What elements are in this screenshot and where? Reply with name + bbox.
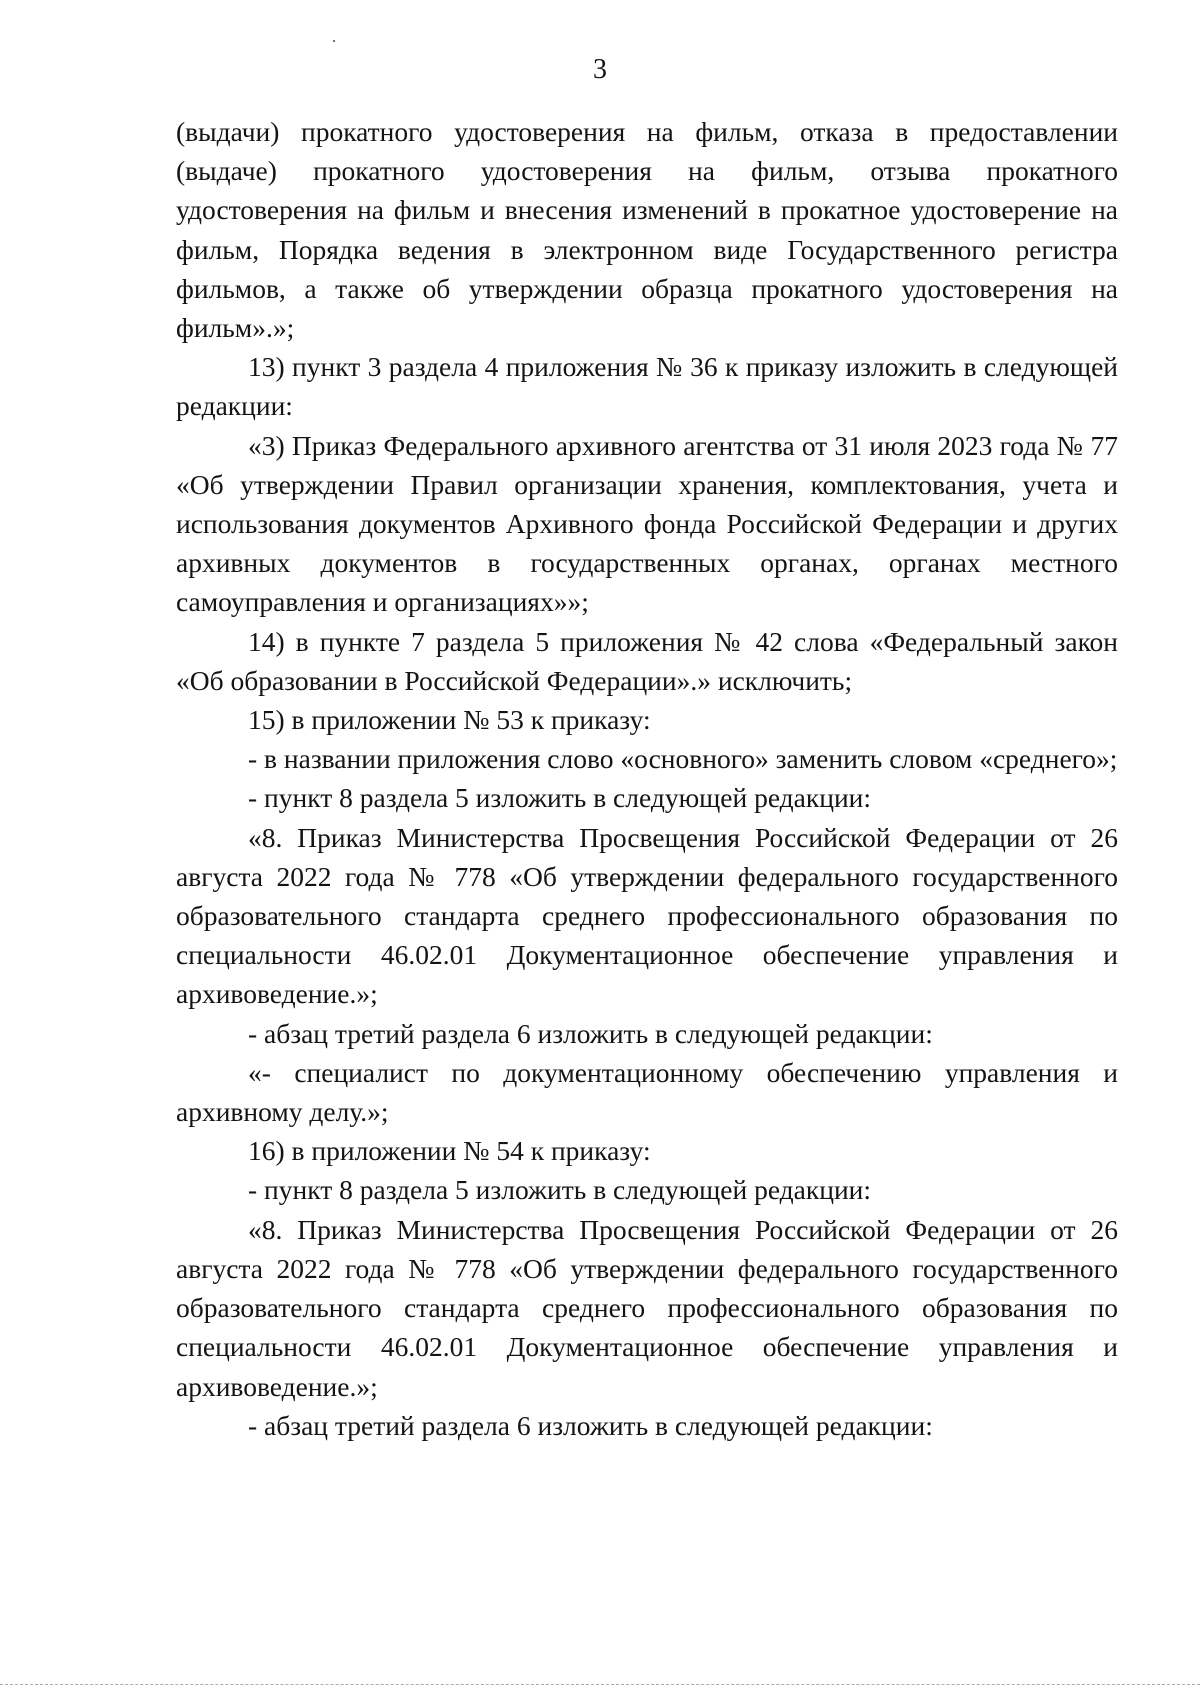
document-body bbox=[176, 112, 1118, 1445]
paragraph-item-14: 14) в пункте 7 раздела 5 приложения № 42 слова «Федеральный закон «Об образовании в Российской Федерации».» исключить; bbox=[176, 625, 1118, 696]
paragraph-item-15: 15) в приложении № 53 к приказу: bbox=[248, 704, 651, 736]
paragraph-item-15-section-6: - абзац третий раздела 6 изложить в следующей редакции: bbox=[248, 1017, 933, 1049]
paragraph-item-15-title-change: - в названии приложения слово «основного» заменить словом «среднего»; bbox=[248, 743, 1118, 775]
paragraph-item-13: 13) пункт 3 раздела 4 приложения № 36 к приказу изложить в следующей редакции: bbox=[176, 351, 1118, 422]
scan-speck bbox=[333, 40, 335, 42]
paragraph-item-16-section-6: - абзац третий раздела 6 изложить в следующей редакции: bbox=[248, 1409, 933, 1441]
paragraph-item-15-specialist: «- специалист по документационному обеспечению управления и архивному делу.»; bbox=[176, 1056, 1118, 1128]
paragraph-item-16-point-8: - пункт 8 раздела 5 изложить в следующей редакции: bbox=[248, 1174, 872, 1206]
paragraph-quote-3: «3) Приказ Федерального архивного агентства от 31 июля 2023 года № 77 «Об утверждении Правил организации хранения, комплектования, учета и использования документов Архивного фонда Российской Федерации и других архивных документов в государственных органах, органах местного самоуправления и организациях»»; bbox=[176, 429, 1118, 618]
scan-edge-rule bbox=[0, 1684, 1200, 1685]
paragraph-item-16: 16) в приложении № 54 к приказу: bbox=[248, 1135, 651, 1167]
paragraph-item-16-quote-8: «8. Приказ Министерства Просвещения Российской Федерации от 26 августа 2022 года № 778 «Об утверждении федерального государственного образовательного стандарта среднего профессионального образования по специальности 46.02.01 Документационное обеспечение управления и архивоведение.»; bbox=[176, 1213, 1118, 1402]
paragraph-continuation: (выдачи) прокатного удостоверения на фильм, отказа в предоставлении (выдаче) прокатного удостоверения на фильм, отзыва прокатного удостоверения на фильм и внесения изменений в прокатное удостоверение на фильм, Порядка ведения в электронном виде Государственного регистра фильмов, а также об утверждении образца прокатного удостоверения на фильм».»; bbox=[176, 116, 1118, 344]
paragraph-item-15-point-8: - пункт 8 раздела 5 изложить в следующей редакции: bbox=[248, 782, 872, 814]
paragraph-item-15-quote-8: «8. Приказ Министерства Просвещения Российской Федерации от 26 августа 2022 года № 778 «Об утверждении федерального государственного образовательного стандарта среднего профессионального образования по специальности 46.02.01 Документационное обеспечение управления и архивоведение.»; bbox=[176, 821, 1118, 1010]
page-number: 3 bbox=[593, 54, 607, 85]
